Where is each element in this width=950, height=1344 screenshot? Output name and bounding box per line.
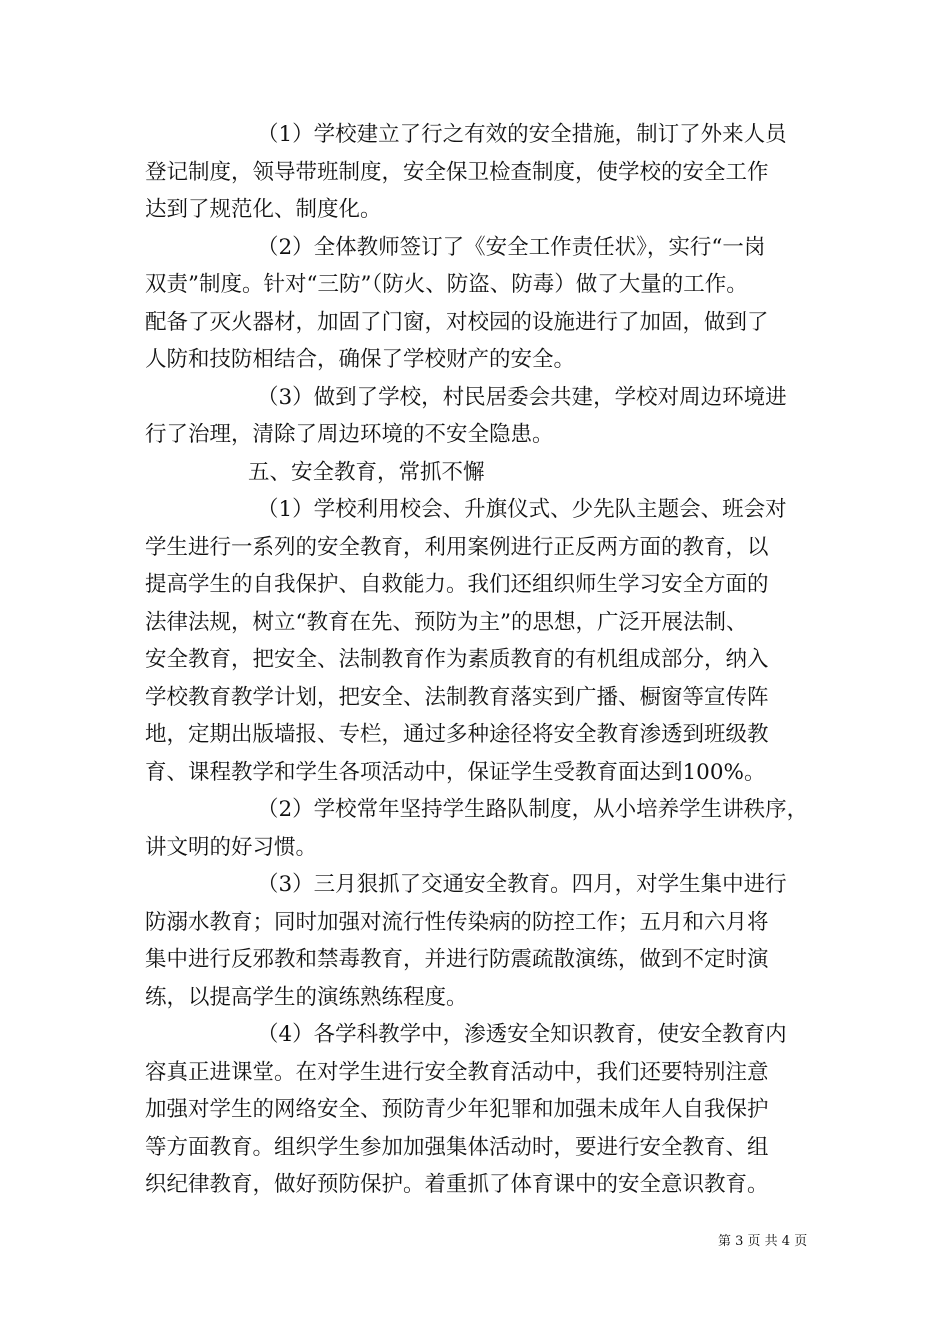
paragraph-4-line-1: （1）学校利用校会、升旗仪式、少先队主题会、班会对 <box>257 497 787 522</box>
paragraph-4-line-8: 育、课程教学和学生各项活动中，保证学生受教育面达到100%。 <box>145 759 766 785</box>
paragraph-6-line-2: 防溺水教育；同时加强对流行性传染病的防控工作；五月和六月将 <box>145 909 769 935</box>
paragraph-5-line-2: 讲文明的好习惯。 <box>145 834 318 860</box>
paragraph-5-line-1: （2）学校常年坚持学生路队制度，从小培养学生讲秩序， <box>257 797 809 822</box>
page-number-footer: 第 3 页 共 4 页 <box>718 1234 808 1249</box>
paragraph-7-line-4: 等方面教育。组织学生参加加强集体活动时，要进行安全教育、组 <box>145 1134 769 1160</box>
paragraph-4-line-7: 地，定期出版墙报、专栏，通过多种途径将安全教育渗透到班级教 <box>145 722 769 747</box>
paragraph-1-line-1: （1）学校建立了行之有效的安全措施，制订了外来人员 <box>257 122 787 147</box>
paragraph-2-line-3: 配备了灭火器材，加固了门窗，对校园的设施进行了加固，做到了 <box>145 309 769 335</box>
paragraph-6-line-3: 集中进行反邪教和禁毒教育，并进行防震疏散演练，做到不定时演 <box>145 947 769 972</box>
paragraph-4-line-2: 学生进行一系列的安全教育，利用案例进行正反两方面的教育，以 <box>145 534 769 560</box>
paragraph-7-line-5: 织纪律教育，做好预防保护。着重抓了体育课中的安全意识教育。 <box>145 1172 769 1197</box>
paragraph-4-line-5: 安全教育，把安全、法制教育作为素质教育的有机组成部分，纳入 <box>145 647 769 672</box>
paragraph-3-line-1: （3）做到了学校，村民居委会共建，学校对周边环境进 <box>257 384 787 410</box>
paragraph-2-line-1: （2）全体教师签订了《安全工作责任状》，实行“一岗 <box>257 234 766 260</box>
paragraph-1-line-3: 达到了规范化、制度化。 <box>145 197 382 222</box>
paragraph-6-line-4: 练，以提高学生的演练熟练程度。 <box>145 984 468 1010</box>
paragraph-4-line-3: 提高学生的自我保护、自救能力。我们还组织师生学习安全方面的 <box>145 572 769 597</box>
paragraph-7-line-3: 加强对学生的网络安全、预防青少年犯罪和加强未成年人自我保护 <box>145 1097 769 1122</box>
paragraph-7-line-1: （4）各学科教学中，渗透安全知识教育，使安全教育内 <box>257 1022 787 1047</box>
paragraph-3-line-2: 行了治理，清除了周边环境的不安全隐患。 <box>145 422 554 447</box>
section-heading: 五、安全教育，常抓不懈 <box>248 459 485 485</box>
paragraph-4-line-6: 学校教育教学计划，把安全、法制教育落实到广播、橱窗等宣传阵 <box>145 684 769 710</box>
document-body <box>145 116 813 1204</box>
paragraph-6-line-1: （3）三月狠抓了交通安全教育。四月，对学生集中进行 <box>257 872 787 897</box>
paragraph-7-line-2: 容真正进课堂。在对学生进行安全教育活动中，我们还要特别注意 <box>145 1059 769 1085</box>
paragraph-2-line-4: 人防和技防相结合，确保了学校财产的安全。 <box>145 347 576 372</box>
paragraph-4-line-4: 法律法规，树立“教育在先、预防为主”的思想，广泛开展法制、 <box>145 609 748 635</box>
paragraph-2-line-2: 双责”制度。针对“三防”（防火、防盗、防毒）做了大量的工作。 <box>145 272 748 297</box>
paragraph-1-line-2: 登记制度，领导带班制度，安全保卫检查制度，使学校的安全工作 <box>145 159 769 185</box>
